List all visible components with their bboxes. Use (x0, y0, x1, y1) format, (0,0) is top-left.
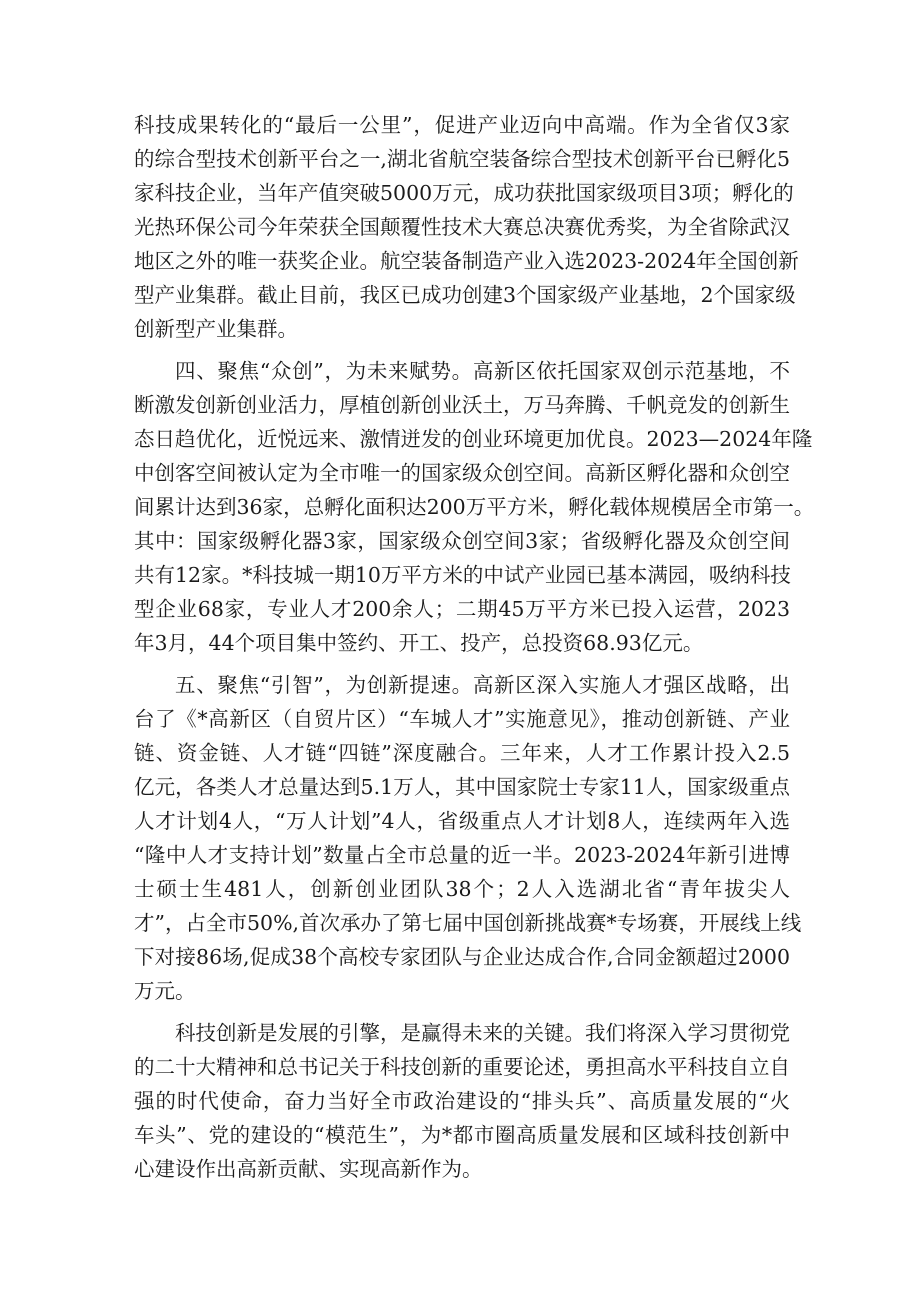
paragraph-line: 创新型产业集群。 (134, 317, 298, 341)
paragraph-line: 型企业68家，专业人才200余人；二期45万平方米已投入运营，2023 (134, 597, 790, 621)
paragraph-line: 地区之外的唯一获奖企业。航空装备制造产业入选2023-2024年全国创新 (134, 249, 799, 273)
paragraph-line: 下对接86场,促成38个高校专家团队与企业达成合作,合同金额超过2000 (134, 945, 790, 969)
paragraph-gap (134, 1008, 790, 1016)
paragraph-line: 强的时代使命，奋力当好全市政治建设的“排头兵”、高质量发展的“火 (134, 1089, 790, 1113)
paragraph-line: 车头”、党的建设的“模范生”，为*都市圈高质量发展和区域科技创新中 (134, 1123, 790, 1147)
paragraph-line: 年3月，44个项目集中签约、开工、投产，总投资68.93亿元。 (134, 631, 704, 655)
paragraph-line: 亿元，各类人才总量达到5.1万人，其中国家院士专家11人，国家级重点 (134, 775, 790, 799)
paragraph-line: 才”，占全市50%,首次承办了第七届中国创新挑战赛*专场赛，开展线上线 (134, 911, 802, 935)
paragraph-line: 家科技企业，当年产值突破5000万元，成功获批国家级项目3项；孵化的 (134, 181, 794, 205)
paragraph-line: 科技成果转化的“最后一公里”，促进产业迈向中高端。作为全省仅3家 (134, 113, 790, 137)
paragraph (134, 354, 815, 660)
paragraph-line: 的综合型技术创新平台之一,湖北省航空装备综合型技术创新平台已孵化5 (134, 147, 790, 171)
paragraph-line: 链、资金链、人才链“四链”深度融合。三年来，人才工作累计投入2.5 (134, 741, 790, 765)
paragraph-line: 五、聚焦“引智”，为创新提速。高新区深入实施人才强区战略，出 (175, 673, 790, 697)
paragraph-line: 型产业集群。截止目前，我区已成功创建3个国家级产业基地，2个国家级 (134, 283, 796, 307)
paragraph-gap (134, 660, 790, 668)
paragraph-line: 人才计划4人，“万人计划”4人，省级重点人才计划8人，连续两年入选 (134, 809, 790, 833)
paragraph-line: 心建设作出高新贡献、实现高新作为。 (134, 1157, 483, 1181)
paragraph (134, 108, 799, 346)
paragraph-line: 光热环保公司今年荣获全国颠覆性技术大赛总决赛优秀奖，为全省除武汉 (134, 215, 790, 239)
paragraph-line: 台了《*高新区（自贸片区）“车城人才”实施意见》，推动创新链、产业 (134, 707, 790, 731)
paragraph-line: 间累计达到36家，总孵化面积达200万平方米，孵化载体规模居全市第一。 (134, 495, 815, 519)
paragraph (134, 668, 802, 1008)
paragraph-line: “隆中人才支持计划”数量占全市总量的近一半。2023-2024年新引进博 (134, 843, 790, 867)
paragraph-line: 断激发创新创业活力，厚植创新创业沃土，万马奔腾、千帆竞发的创新生 (134, 393, 790, 417)
paragraph-line: 态日趋优化，近悦远来、激情迸发的创业环境更加优良。2023—2024年隆 (134, 427, 813, 451)
paragraph-line: 万元。 (134, 979, 196, 1003)
paragraph (134, 1016, 790, 1186)
paragraph-line: 共有12家。*科技城一期10万平方米的中试产业园已基本满园，吸纳科技 (134, 563, 791, 587)
paragraph-line: 科技创新是发展的引擎，是赢得未来的关键。我们将深入学习贯彻党 (175, 1021, 790, 1045)
document-body (134, 108, 815, 1186)
paragraph-line: 士硕士生481人，创新创业团队38个；2人入选湖北省“青年拔尖人 (134, 877, 790, 901)
paragraph-line: 其中：国家级孵化器3家，国家级众创空间3家；省级孵化器及众创空间 (134, 529, 790, 553)
paragraph-line: 的二十大精神和总书记关于科技创新的重要论述，勇担高水平科技自立自 (134, 1055, 790, 1079)
paragraph-line: 四、聚焦“众创”，为未来赋势。高新区依托国家双创示范基地，不 (175, 359, 790, 383)
paragraph-gap (134, 346, 790, 354)
paragraph-line: 中创客空间被认定为全市唯一的国家级众创空间。高新区孵化器和众创空 (134, 461, 790, 485)
